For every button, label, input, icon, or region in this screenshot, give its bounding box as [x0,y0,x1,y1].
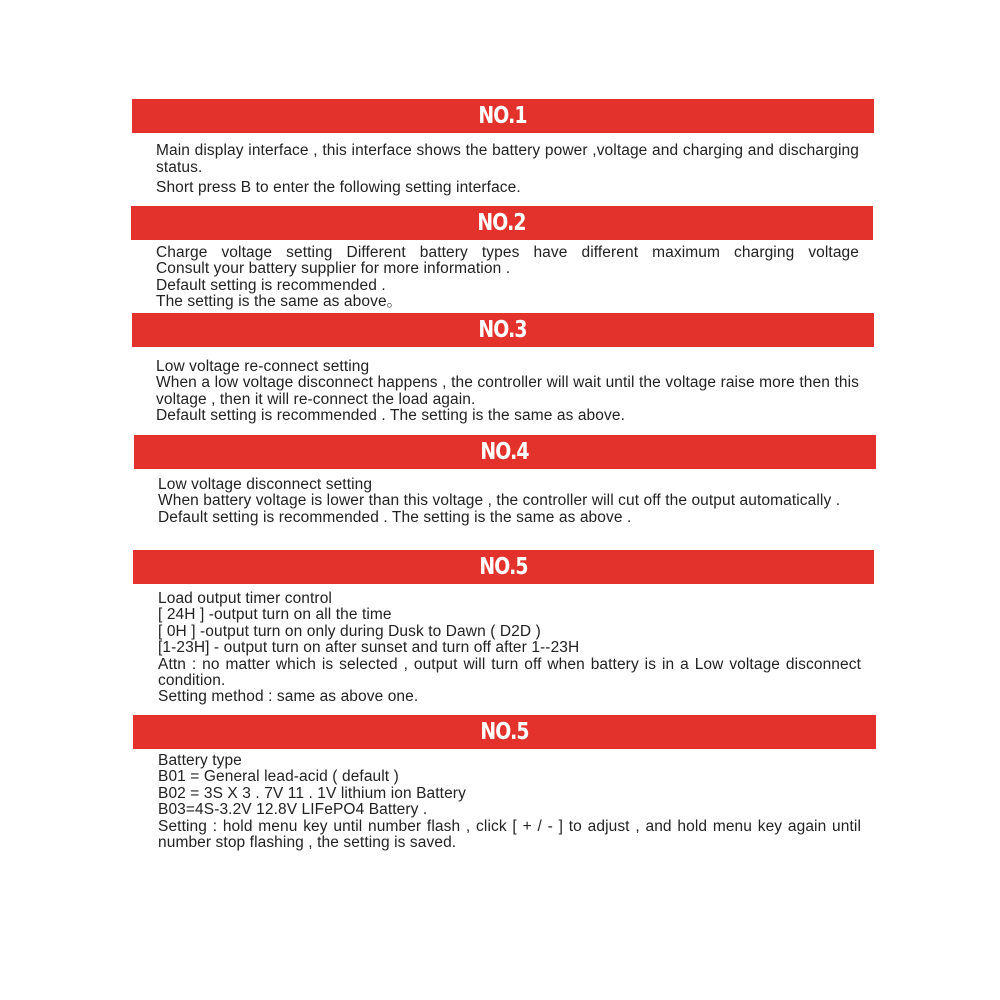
body-line: When battery voltage is lower than this voltage , the controller will cut off the output automatically . [158,492,841,510]
body-line: Setting method : same as above one. [158,688,419,706]
section-title: NO.3 [478,317,528,343]
body-line: Charge voltage setting Different battery types have different maximum charging voltage [156,244,859,261]
section-body-1 [156,142,859,196]
section-header-3 [132,313,874,347]
section-body-5 [158,591,861,706]
section-header-6 [133,715,876,749]
section-header-5 [133,550,874,584]
body-line: Main display interface , this interface shows the battery power ,voltage and charging and discharging status. [156,142,859,176]
body-line: The setting is the same as above。 [156,293,403,311]
body-line: B01 = General lead-acid ( default ) [158,768,399,786]
section-header-4 [134,435,876,469]
body-line: Setting : hold menu key until number flash , click [ + / - ] to adjust , and hold menu key again until number stop flashing , the setting is saved. [158,817,861,852]
section-body-3 [156,359,859,425]
section-title: NO.5 [480,719,529,745]
section-body-4 [158,477,861,526]
body-line: Short press B to enter the following setting interface. [156,179,521,196]
body-line: [ 0H ] -output turn on only during Dusk to Dawn ( D2D ) [158,622,541,640]
body-line: [ 24H ] -output turn on all the time [158,606,392,624]
body-line: B03=4S-3.2V 12.8V LIFePO4 Battery . [158,801,428,819]
section-title: NO.5 [479,554,528,580]
body-line: [1-23H] - output turn on after sunset and turn off after 1--23H [158,639,580,657]
body-line: Low voltage disconnect setting [158,476,373,493]
body-line: When a low voltage disconnect happens , the controller will wait until the voltage raise more then this voltage , then it will re-connect the load again. [156,374,859,408]
body-line: Load output timer control [158,590,332,607]
section-title: NO.2 [477,210,527,236]
section-body-2 [156,245,859,311]
body-line: Attn : no matter which is selected , output will turn off when battery is in a Low voltage disconnect condition. [158,655,861,690]
section-header-2 [131,206,873,240]
body-line: Default setting is recommended . [156,276,386,294]
body-line: Low voltage re-connect setting [156,358,370,375]
section-body-6 [158,753,861,851]
body-line: Battery type [158,752,242,769]
body-line: Default setting is recommended . The setting is the same as above . [158,508,632,526]
body-line: Default setting is recommended . The setting is the same as above. [156,407,625,425]
body-line: B02 = 3S X 3 . 7V 11 . 1V lithium ion Battery [158,784,466,802]
section-title: NO.4 [480,439,530,465]
body-line: Consult your battery supplier for more information . [156,260,511,278]
section-header-1 [132,99,874,133]
section-title: NO.1 [478,103,528,129]
